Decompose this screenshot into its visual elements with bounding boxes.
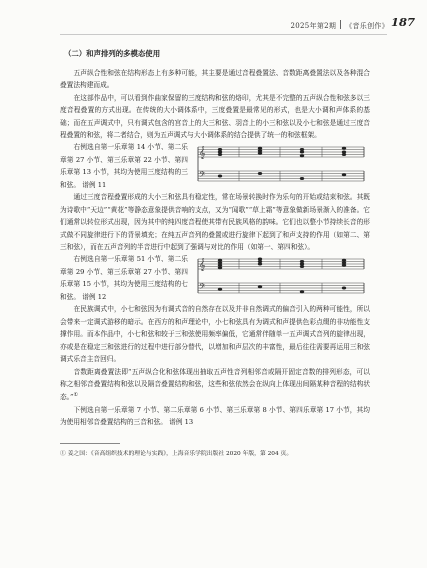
example-12-caption: 右例选自第一乐章第 51 小节、第二乐章第 29 小节、第三乐章第 27 小节、第四乐章第 15 小节，其均为使用三度结构的七和弦。 谱例 12 [60, 255, 188, 301]
example-12-block [60, 253, 370, 303]
score-example-12-image [194, 253, 366, 303]
journal-issue-line [291, 20, 389, 31]
header-separator [340, 20, 341, 29]
footnote-reference-mark[interactable]: ① [73, 393, 78, 399]
paragraph-4: 在民族调式中，小七和弦因为有调式音的自然存在以及并非自然调式的偏音引入的两种可能性，所以会带来一定调式游移的暗示。在西方的和声理论中，小七和弦具有为调式和声提供色彩点缀的非功能性支撑作用。而本作品中，小七和弦和较于三和弦使用频率偏低，它通常伴随单一五声调式音列的旋律出现，亦或是在稳定三和弦进行的过程中进行部分替代，以增加和声层次的丰富性，最后往往需要再运用三和弦调式乐音主音回归。 [60, 305, 370, 364]
section-title: （二）和声排列的多模态使用 [64, 49, 161, 58]
paragraph-2: 在这部作品中，可以看到作曲家保留的三度结构和弦的烙印，尤其是不完整的五声纵合性和弦多以三度音程叠置的方式出现。在传统的大小调体系中，三度叠置是最常见的形式，也是大小调和声体系的基础；而在五声调式中，只有调式包含的宫音上的大三和弦、羽音上的小三和弦以及小七和弦是通过三度音程叠置的和弦，将二者结合，则为五声调式与大小调体系的结合提供了统一的和弦框架。 [60, 93, 370, 140]
page-header [0, 0, 427, 40]
footnote-rule [60, 443, 120, 444]
svg-text:𝄢: 𝄢 [199, 171, 206, 183]
example-11-caption: 右例选自第一乐章第 14 小节、第二乐章第 27 小节、第三乐章第 22 小节、第四乐章第 13 小节，其均为使用三度结构的三和弦。 谱例 11 [60, 143, 188, 189]
article-body [60, 39, 370, 459]
example-11-block [60, 141, 370, 191]
paragraph-5-text: 音数距离叠置法即“五声纵合化和弦体现出抽取五声性音列相邻音或隔开固定音数的排列形态，可以称之相邻音叠置结构和弦以及隔音叠置结构和弦，这些和弦依然会在纵向上体现出间隔某种音程的结构状态。” [60, 367, 370, 402]
paragraph-5 [60, 366, 370, 404]
paragraph-1: 五声纵合性和弦在结构形态上有多种可能，其主要是通过音程叠置法、音数距离叠置法以及各种混合叠置法构建而成。 [60, 69, 370, 90]
svg-text:𝄢: 𝄢 [199, 283, 206, 295]
journal-name: 《音乐创作》 [345, 22, 389, 30]
score-example-11-image [194, 141, 366, 191]
page-number: 187 [390, 15, 415, 29]
paragraph-3: 通过三度音程叠置形成的大小三和弦具有稳定性，常在场景转换时作为乐句的开始或结束和弦。其既为诗歌中“天边”“黄花”等静态意象提供音响的支点，又为“闻歌”“草上霜”等意象做新场景渐入的准备。它们通常以转位形式出现，因为其中的纯四度音程使其带有民族风格的韵味。它们也以整小节持续长音的形式做不同旋律进行下的背景填充；在纯五声音列的叠置或进行旋律下起到了和声支持的作用（如第二、第三和弦），而在五声音列的半音进行中起到了强调与对比的作用（如第一、第四和弦）。 [60, 193, 370, 252]
svg-text:𝄞: 𝄞 [199, 146, 206, 160]
issue-label: 2025年第2期 [290, 22, 337, 30]
header-rule [60, 34, 387, 35]
svg-text:𝄞: 𝄞 [199, 258, 206, 272]
paragraph-6: 下例选自第一乐章第 7 小节、第二乐章第 6 小节、第三乐章第 8 小节、第四乐章第 17 小节，其均为使用相邻音叠置结构的三音和弦。 谱例 13 [60, 405, 370, 427]
footnote: ① 姜之国：《音高组织技术的理论与实践》，上海音乐学院出版社 2020 年版，第 204 页。 [60, 450, 293, 457]
